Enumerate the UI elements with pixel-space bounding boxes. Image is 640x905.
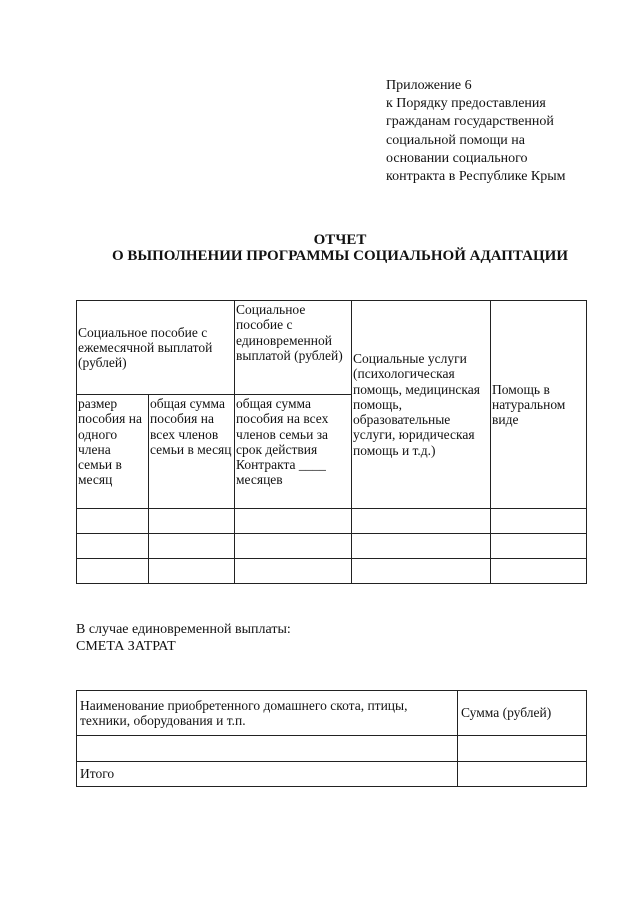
table-cell[interactable] <box>149 559 235 584</box>
appendix-line: социальной помощи на <box>386 132 525 148</box>
appendix-line: основании социального <box>386 150 528 166</box>
document-subtitle: О ВЫПОЛНЕНИИ ПРОГРАММЫ СОЦИАЛЬНОЙ АДАПТАЦИИ <box>111 248 569 264</box>
header-sum: Сумма (рублей) <box>458 691 587 736</box>
report-table <box>76 300 587 584</box>
appendix-line: гражданам государственной <box>386 114 554 130</box>
table-cell[interactable] <box>352 559 491 584</box>
table-row <box>77 509 587 534</box>
table-row <box>77 736 587 762</box>
table-cell[interactable] <box>149 509 235 534</box>
total-label: Итого <box>77 762 458 787</box>
appendix-header <box>386 77 566 186</box>
subheader-contract-period: общая сумма пособия на всех членов семьи за срок действия Контракта ____ месяцев <box>235 395 352 509</box>
subheader-all-members: общая сумма пособия на всех членов семьи в месяц <box>149 395 235 509</box>
table-cell[interactable] <box>235 559 352 584</box>
appendix-line: контракта в Республике Крым <box>386 169 566 185</box>
appendix-line: к Порядку предоставления <box>386 96 546 112</box>
table-cell[interactable] <box>352 534 491 559</box>
table-cell[interactable] <box>235 534 352 559</box>
document-title: ОТЧЕТ <box>313 232 367 248</box>
table-cell[interactable] <box>77 534 149 559</box>
table-cell[interactable] <box>491 559 587 584</box>
lump-sum-note: В случае единовременной выплаты: <box>76 622 291 637</box>
table-cell[interactable] <box>149 534 235 559</box>
table-cell[interactable] <box>77 559 149 584</box>
subheader-per-member: размер пособия на одного члена семьи в месяц <box>77 395 149 509</box>
table-row <box>77 534 587 559</box>
total-value-cell[interactable] <box>458 762 587 787</box>
header-monthly-allowance: Социальное пособие с ежемесячной выплатой (рублей) <box>77 301 235 395</box>
cost-estimate-table <box>76 690 587 787</box>
header-in-kind-help: Помощь в натуральном виде <box>491 301 587 509</box>
table-cell[interactable] <box>352 509 491 534</box>
header-social-services: Социальные услуги (психологическая помощь, медицинская помощь, образовательные услуги, юридическая помощь и т.д.) <box>352 301 491 509</box>
cost-estimate-heading: СМЕТА ЗАТРАТ <box>76 639 176 654</box>
header-lump-sum-allowance: Социальное пособие с единовременной выплатой (рублей) <box>235 301 352 395</box>
table-cell[interactable] <box>491 509 587 534</box>
table-cell[interactable] <box>235 509 352 534</box>
table-cell[interactable] <box>77 509 149 534</box>
table-cell[interactable] <box>458 736 587 762</box>
total-row <box>77 762 587 787</box>
appendix-line: Приложение 6 <box>386 78 472 93</box>
header-item-name: Наименование приобретенного домашнего скота, птицы, техники, оборудования и т.п. <box>77 691 458 736</box>
table-cell[interactable] <box>491 534 587 559</box>
table-row <box>77 559 587 584</box>
table-cell[interactable] <box>77 736 458 762</box>
